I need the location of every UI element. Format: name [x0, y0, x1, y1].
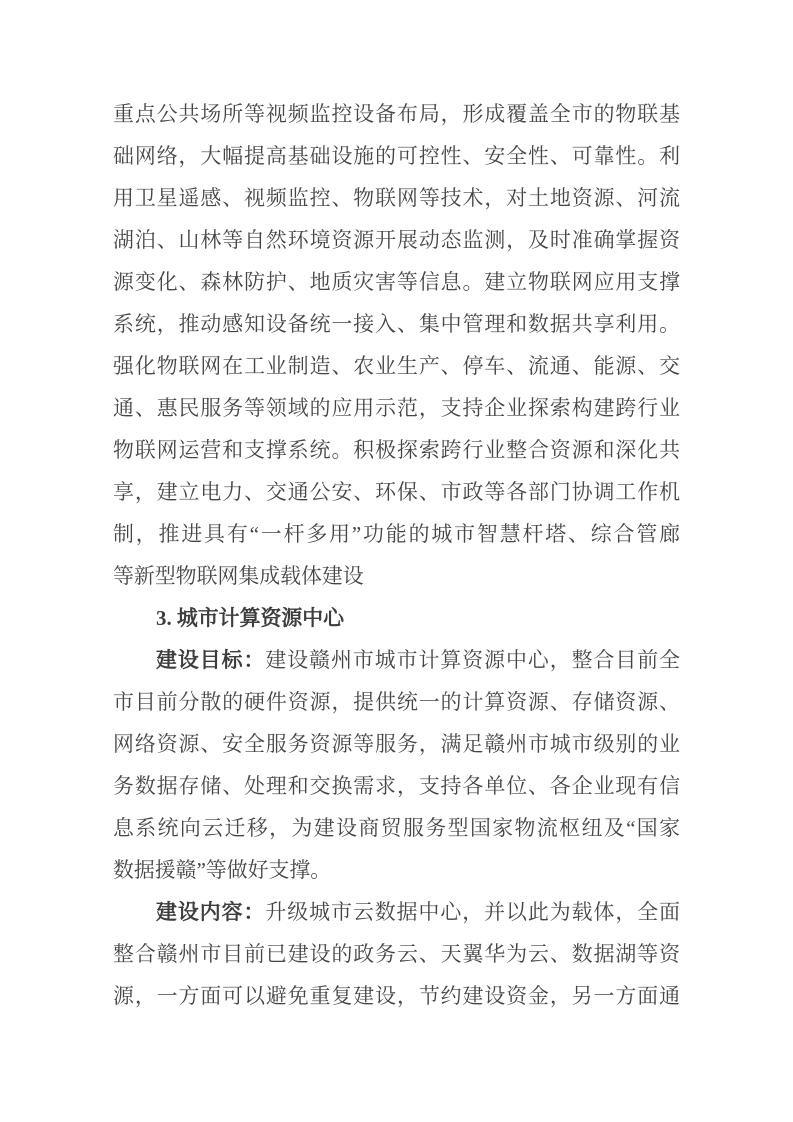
text-line: 享，建立电力、交通公安、环保、市政等各部门协调工作机 [113, 480, 680, 504]
text-line: 数据援赣”等做好支撑。 [113, 858, 332, 882]
bold-lead: 建设目标： [156, 648, 266, 672]
document-text-column [113, 93, 680, 1017]
text-line: 强化物联网在工业制造、农业生产、停车、流通、能源、交 [113, 354, 680, 378]
bold-lead: 建设内容： [156, 900, 266, 924]
text-line: 源变化、森林防护、地质灾害等信息。建立物联网应用支撑 [113, 270, 680, 294]
text-line: 物联网运营和支撑系统。积极探索跨行业整合资源和深化共 [113, 438, 680, 462]
text-line: 务数据存储、处理和交换需求，支持各单位、各企业现有信 [113, 774, 680, 798]
text-line: 整合赣州市目前已建设的政务云、天翼华为云、数据湖等资 [113, 942, 680, 966]
text-line: 建设目标：建设赣州市城市计算资源中心，整合目前全 [156, 648, 680, 672]
text-line: 建设内容：升级城市云数据中心，并以此为载体，全面 [156, 900, 680, 924]
text-line: 系统，推动感知设备统一接入、集中管理和数据共享利用。 [113, 312, 680, 336]
text-line: 等新型物联网集成载体建设 [113, 564, 364, 588]
text-line: 湖泊、山林等自然环境资源开展动态监测，及时准确掌握资 [113, 228, 680, 252]
section-heading: 3. 城市计算资源中心 [156, 606, 345, 630]
text-line: 础网络，大幅提高基础设施的可控性、安全性、可靠性。利 [113, 144, 680, 168]
text-line: 制，推进具有“一杆多用”功能的城市智慧杆塔、综合管廊 [113, 522, 680, 546]
text-line: 重点公共场所等视频监控设备布局，形成覆盖全市的物联基 [113, 102, 680, 126]
text-line: 源，一方面可以避免重复建设，节约建设资金，另一方面通 [113, 984, 680, 1008]
text-line: 市目前分散的硬件资源，提供统一的计算资源、存储资源、 [113, 690, 680, 714]
text-line: 网络资源、安全服务资源等服务，满足赣州市城市级别的业 [113, 732, 680, 756]
text-line: 用卫星遥感、视频监控、物联网等技术，对土地资源、河流 [113, 186, 680, 210]
text-line: 通、惠民服务等领域的应用示范，支持企业探索构建跨行业 [113, 396, 680, 420]
text-line: 息系统向云迁移，为建设商贸服务型国家物流枢纽及“国家 [113, 816, 680, 840]
